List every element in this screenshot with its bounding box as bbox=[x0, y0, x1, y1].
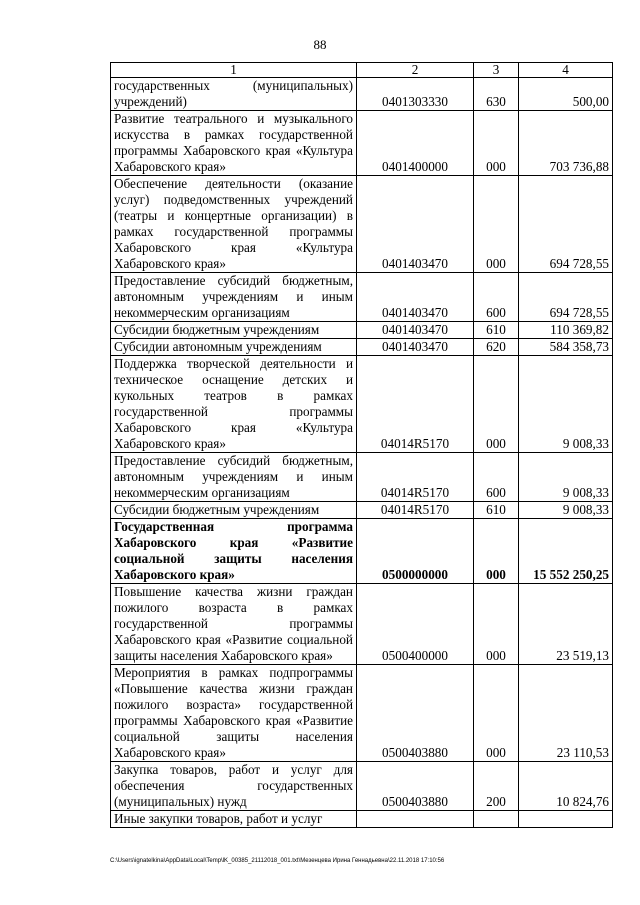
row-code: 0500000000 bbox=[357, 519, 474, 584]
row-kvr: 000 bbox=[474, 584, 519, 665]
row-sum: 9 008,33 bbox=[519, 502, 613, 519]
table-row bbox=[111, 273, 613, 322]
row-code bbox=[357, 811, 474, 828]
table-row bbox=[111, 78, 613, 111]
row-code: 0500403880 bbox=[357, 762, 474, 811]
table-row bbox=[111, 762, 613, 811]
row-sum: 9 008,33 bbox=[519, 356, 613, 453]
table-row bbox=[111, 665, 613, 762]
table-row bbox=[111, 453, 613, 502]
row-code: 0500400000 bbox=[357, 584, 474, 665]
row-sum: 23 519,13 bbox=[519, 584, 613, 665]
row-sum: 10 824,76 bbox=[519, 762, 613, 811]
row-name: Субсидии автономным учреждениям bbox=[111, 339, 357, 356]
row-code: 0401403470 bbox=[357, 322, 474, 339]
row-kvr: 200 bbox=[474, 762, 519, 811]
row-name: Субсидии бюджетным учреждениям bbox=[111, 322, 357, 339]
table-row bbox=[111, 811, 613, 828]
row-name: Предоставление субсидий бюджетным, автономным учреждениям и иным некоммерческим организациям bbox=[111, 453, 357, 502]
table-row bbox=[111, 322, 613, 339]
table-row bbox=[111, 502, 613, 519]
table-row bbox=[111, 176, 613, 273]
row-sum: 15 552 250,25 bbox=[519, 519, 613, 584]
row-kvr: 630 bbox=[474, 78, 519, 111]
row-kvr: 610 bbox=[474, 502, 519, 519]
row-kvr: 000 bbox=[474, 665, 519, 762]
row-name: Государственная программа Хабаровского края «Развитие социальной защиты населения Хабаровского края» bbox=[111, 519, 357, 584]
row-code: 0401403470 bbox=[357, 339, 474, 356]
column-header-sum: 4 bbox=[519, 63, 613, 78]
row-name: Закупка товаров, работ и услуг для обеспечения государственных (муниципальных) нужд bbox=[111, 762, 357, 811]
row-code: 04014R5170 bbox=[357, 356, 474, 453]
row-kvr bbox=[474, 811, 519, 828]
row-kvr: 600 bbox=[474, 453, 519, 502]
column-header-code: 2 bbox=[357, 63, 474, 78]
table-row bbox=[111, 584, 613, 665]
page-number: 88 bbox=[313, 37, 327, 52]
table-row bbox=[111, 111, 613, 176]
table-row bbox=[111, 519, 613, 584]
row-sum: 110 369,82 bbox=[519, 322, 613, 339]
row-name: Обеспечение деятельности (оказание услуг) подведомственных учреждений (театры и концертные организации) в рамках государственной программы Хабаровского края «Культура Хабаровского края» bbox=[111, 176, 357, 273]
table-header-row bbox=[111, 63, 613, 78]
row-kvr: 000 bbox=[474, 111, 519, 176]
table-row bbox=[111, 339, 613, 356]
row-name: Предоставление субсидий бюджетным, автономным учреждениям и иным некоммерческим организациям bbox=[111, 273, 357, 322]
row-kvr: 000 bbox=[474, 176, 519, 273]
row-name: Субсидии бюджетным учреждениям bbox=[111, 502, 357, 519]
row-code: 0401303330 bbox=[357, 78, 474, 111]
column-header-kvr: 3 bbox=[474, 63, 519, 78]
row-name: Мероприятия в рамках подпрограммы «Повышение качества жизни граждан пожилого возраста» государственной программы Хабаровского края «Развитие социальной защиты населения Хабаровского края» bbox=[111, 665, 357, 762]
row-code: 0401403470 bbox=[357, 176, 474, 273]
column-header-name: 1 bbox=[111, 63, 357, 78]
row-sum bbox=[519, 811, 613, 828]
row-kvr: 000 bbox=[474, 356, 519, 453]
row-sum: 703 736,88 bbox=[519, 111, 613, 176]
row-code: 0401400000 bbox=[357, 111, 474, 176]
row-code: 0401403470 bbox=[357, 273, 474, 322]
row-name: государственных (муниципальных) учреждений) bbox=[111, 78, 357, 111]
row-sum: 500,00 bbox=[519, 78, 613, 111]
budget-table bbox=[110, 62, 613, 828]
row-name: Иные закупки товаров, работ и услуг bbox=[111, 811, 357, 828]
file-path-footer: C:\Users\ignatelkina\AppData\Local\Temp\lK_00385_21112018_001.txt\Мезенцева Ирина Геннадьевна\22.11.2018 17:10:56 bbox=[110, 858, 445, 864]
row-sum: 584 358,73 bbox=[519, 339, 613, 356]
table-body bbox=[111, 78, 613, 828]
row-code: 04014R5170 bbox=[357, 502, 474, 519]
row-name: Поддержка творческой деятельности и техническое оснащение детских и кукольных театров в рамках государственной программы Хабаровского края «Культура Хабаровского края» bbox=[111, 356, 357, 453]
row-kvr: 620 bbox=[474, 339, 519, 356]
row-sum: 694 728,55 bbox=[519, 176, 613, 273]
row-kvr: 000 bbox=[474, 519, 519, 584]
row-name: Повышение качества жизни граждан пожилого возраста в рамках государственной программы Хабаровского края «Развитие социальной защиты населения Хабаровского края» bbox=[111, 584, 357, 665]
row-kvr: 610 bbox=[474, 322, 519, 339]
row-code: 04014R5170 bbox=[357, 453, 474, 502]
row-name: Развитие театрального и музыкального искусства в рамках государственной программы Хабаровского края «Культура Хабаровского края» bbox=[111, 111, 357, 176]
row-code: 0500403880 bbox=[357, 665, 474, 762]
row-sum: 694 728,55 bbox=[519, 273, 613, 322]
table-row bbox=[111, 356, 613, 453]
row-kvr: 600 bbox=[474, 273, 519, 322]
row-sum: 9 008,33 bbox=[519, 453, 613, 502]
row-sum: 23 110,53 bbox=[519, 665, 613, 762]
